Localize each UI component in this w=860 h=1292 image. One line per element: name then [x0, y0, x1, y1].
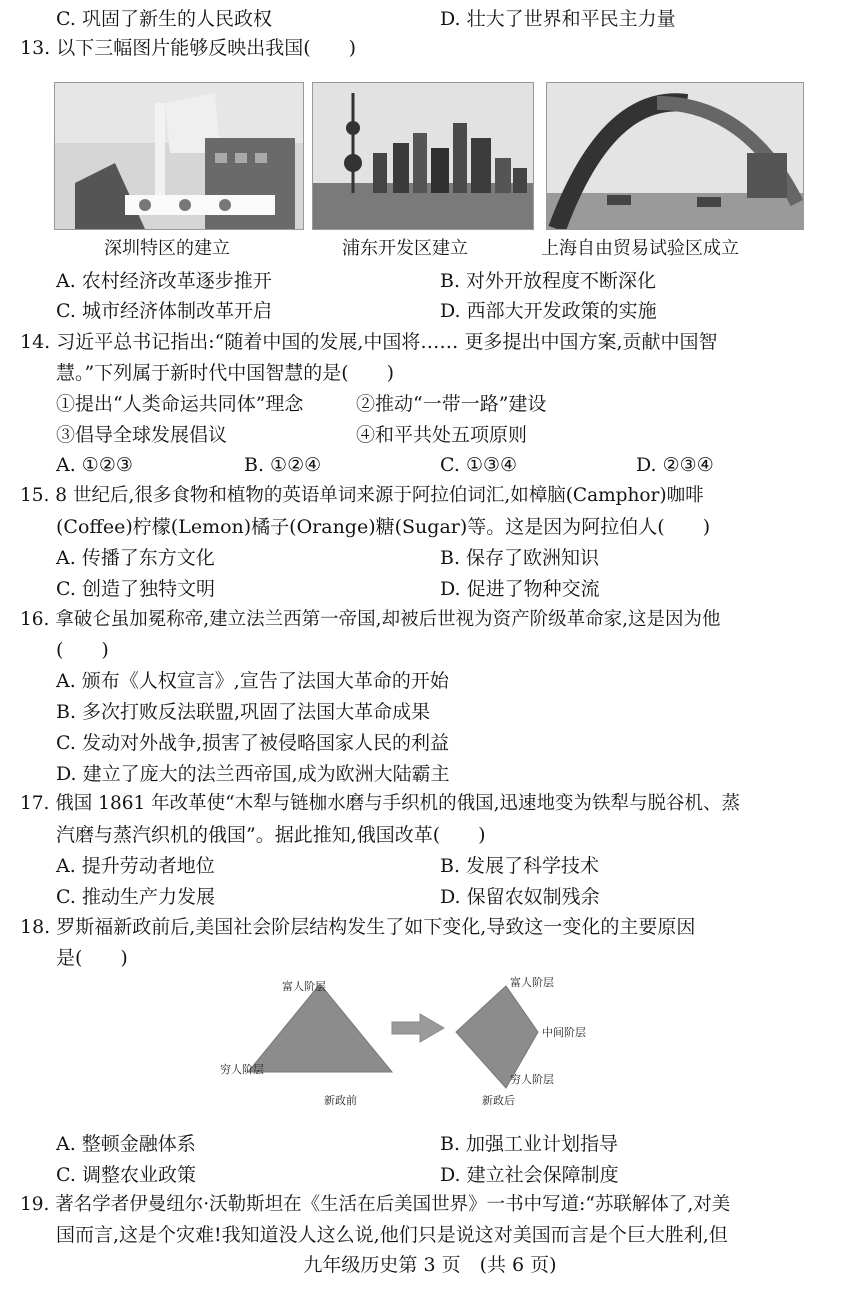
q13-stem: 13. 以下三幅图片能够反映出我国( )	[20, 37, 357, 59]
shenzhen-photo	[54, 82, 304, 230]
caption-shanghai-ftz: 上海自由贸易试验区成立	[541, 238, 739, 259]
social-class-diagram	[220, 970, 640, 1120]
shanghai-ftz-photo	[546, 82, 804, 230]
q15-option-c: C. 创造了独特文明	[56, 578, 215, 600]
q12-option-d: D. 壮大了世界和平民主力量	[440, 8, 676, 30]
q15-option-a: A. 传播了东方文化	[56, 547, 215, 569]
q13-option-b: B. 对外开放程度不断深化	[440, 270, 657, 292]
q16-option-c: C. 发动对外战争,损害了被侵略国家人民的利益	[56, 732, 449, 754]
q18-option-c: C. 调整农业政策	[56, 1164, 196, 1186]
transition-arrow	[392, 1014, 444, 1042]
q16-option-d: D. 建立了庞大的法兰西帝国,成为欧洲大陆霸主	[56, 763, 450, 785]
q13-option-a: A. 农村经济改革逐步推开	[56, 270, 272, 292]
caption-shenzhen: 深圳特区的建立	[104, 238, 230, 259]
q15-option-d: D. 促进了物种交流	[440, 578, 600, 600]
q16-option-a: A. 颁布《人权宣言》,宣告了法国大革命的开始	[56, 670, 449, 692]
q14-option-a: A. ①②③	[56, 454, 133, 476]
q14-option-b: B. ①②④	[244, 454, 322, 476]
q19-stem-line1: 19. 著名学者伊曼纽尔·沃勒斯坦在《生活在后美国世界》一书中写道:“苏联解体了,对美	[20, 1194, 731, 1215]
pudong-photo	[312, 82, 534, 230]
q17-option-b: B. 发展了科学技术	[440, 855, 600, 877]
q19-stem-line2: 国而言,这是个灾难!我知道没人这么说,他们只是说这对美国而言是个巨大胜利,但	[56, 1224, 728, 1246]
q14-item-1: ①提出“人类命运共同体”理念	[56, 393, 304, 415]
q15-stem-line2: (Coffee)柠檬(Lemon)橘子(Orange)糖(Sugar)等。这是因为阿拉伯人( )	[56, 516, 711, 538]
q16-stem-line2: ( )	[56, 639, 109, 661]
q18-option-d: D. 建立社会保障制度	[440, 1164, 619, 1186]
q16-stem-line1: 16. 拿破仑虽加冕称帝,建立法兰西第一帝国,却被后世视为资产阶级革命家,这是因为他	[20, 609, 721, 630]
q17-option-c: C. 推动生产力发展	[56, 886, 215, 908]
q14-stem-line1: 14. 习近平总书记指出:“随着中国的发展,中国将…… 更多提出中国方案,贡献中国智	[20, 331, 718, 353]
q13-option-c: C. 城市经济体制改革开启	[56, 300, 272, 322]
diagram-before-top: 富人阶层	[282, 980, 326, 993]
caption-pudong: 浦东开发区建立	[342, 238, 468, 259]
q18-option-a: A. 整顿金融体系	[56, 1133, 196, 1155]
page-footer: 九年级历史第 3 页 (共 6 页)	[303, 1254, 557, 1276]
q15-stem-line1: 15. 8 世纪后,很多食物和植物的英语单词来源于阿拉伯词汇,如樟脑(Camphor)咖啡	[20, 485, 704, 506]
q14-stem-line2: 慧。”下列属于新时代中国智慧的是( )	[56, 362, 395, 384]
diagram-before-caption: 新政前	[324, 1094, 357, 1107]
q18-stem-line1: 18. 罗斯福新政前后,美国社会阶层结构发生了如下变化,导致这一变化的主要原因	[20, 916, 696, 938]
q18-stem-line2: 是( )	[56, 947, 128, 969]
diagram-after-caption: 新政后	[482, 1094, 515, 1107]
q17-stem-line1: 17. 俄国 1861 年改革使“木犁与链枷水磨与手织机的俄国,迅速地变为铁犁与脱谷机、蒸	[20, 793, 740, 814]
diagram-after-middle: 中间阶层	[542, 1026, 586, 1039]
q15-option-b: B. 保存了欧洲知识	[440, 547, 600, 569]
q14-option-c: C. ①③④	[440, 454, 518, 476]
q17-option-d: D. 保留农奴制残余	[440, 886, 600, 908]
q14-item-3: ③倡导全球发展倡议	[56, 424, 228, 446]
diagram-after-bottom: 穷人阶层	[510, 1073, 554, 1086]
q14-item-4: ④和平共处五项原则	[356, 424, 528, 446]
pyramid-before-shape	[248, 984, 392, 1072]
q12-option-c: C. 巩固了新生的人民政权	[56, 8, 272, 30]
q17-stem-line2: 汽磨与蒸汽织机的俄国”。据此推知,俄国改革( )	[56, 824, 486, 846]
q14-item-2: ②推动“一带一路”建设	[356, 393, 547, 415]
diagram-after-top: 富人阶层	[510, 976, 554, 989]
q18-option-b: B. 加强工业计划指导	[440, 1133, 619, 1155]
q16-option-b: B. 多次打败反法联盟,巩固了法国大革命成果	[56, 701, 431, 723]
q17-option-a: A. 提升劳动者地位	[56, 855, 215, 877]
q13-option-d: D. 西部大开发政策的实施	[440, 300, 657, 322]
q14-option-d: D. ②③④	[636, 454, 714, 476]
diagram-before-bottom: 穷人阶层	[220, 1063, 264, 1076]
